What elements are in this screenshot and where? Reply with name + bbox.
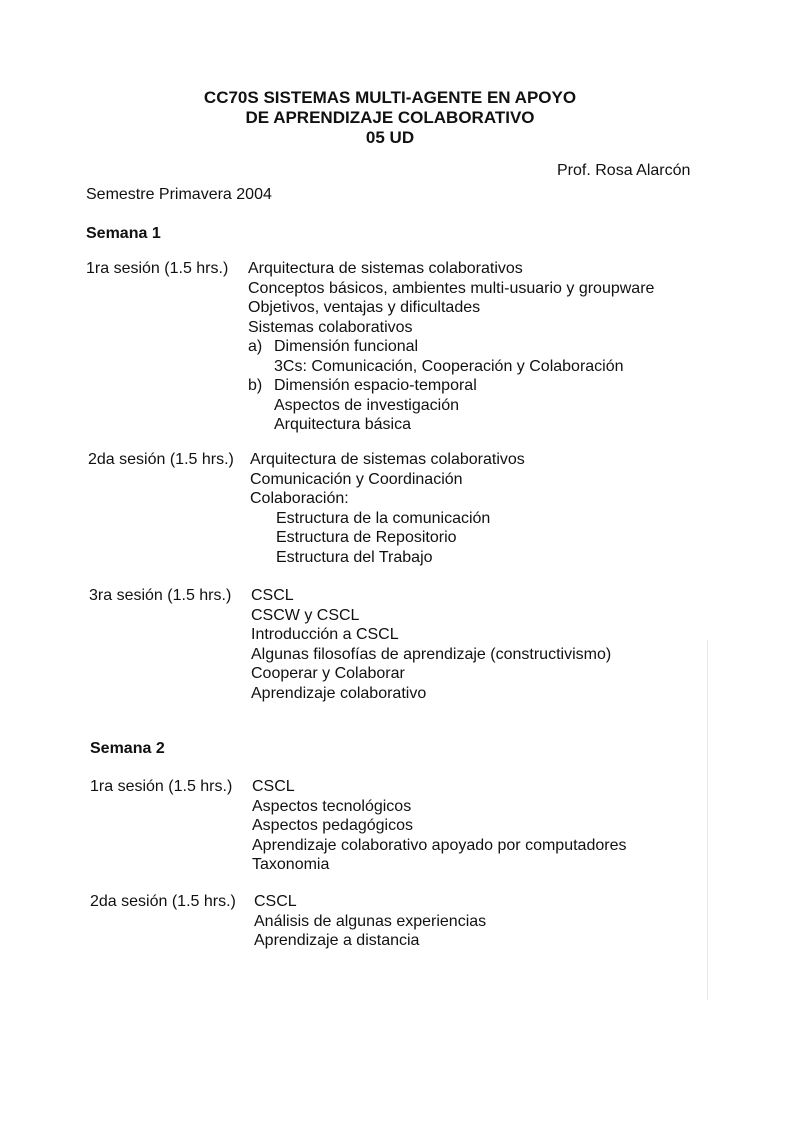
course-title-line-3: 05 UD — [365, 128, 415, 147]
topic-item: Objetivos, ventajas y dificultades — [248, 299, 481, 316]
week-2-heading: Semana 2 — [90, 740, 165, 757]
session-label: 1ra sesión (1.5 hrs.) — [86, 260, 229, 277]
session-topics — [251, 586, 611, 703]
course-title-line-1: CC70S SISTEMAS MULTI-AGENTE EN APOYO — [203, 88, 577, 107]
topic-marker: b) — [248, 377, 263, 394]
topic-item: CSCL — [252, 778, 295, 795]
topic-item: Análisis de algunas experiencias — [254, 912, 487, 930]
topic-item: Aspectos de investigación — [274, 396, 459, 414]
topic-item: CSCL — [254, 893, 297, 910]
session-topics — [250, 450, 525, 567]
topic-item: Sistemas colaborativos — [248, 318, 413, 336]
session-label: 2da sesión (1.5 hrs.) — [90, 893, 236, 910]
session-label: 3ra sesión (1.5 hrs.) — [89, 587, 232, 604]
session-topics — [248, 259, 654, 435]
topic-item: Aprendizaje a distancia — [254, 932, 420, 949]
topic-item: Cooperar y Colaborar — [251, 665, 405, 682]
topic-item: Taxonomia — [252, 856, 330, 873]
topic-item: Estructura de la comunicación — [276, 509, 491, 527]
semester-label: Semestre Primavera 2004 — [86, 186, 272, 203]
topic-item: Aprendizaje colaborativo — [251, 684, 427, 702]
topic-item: Arquitectura de sistemas colaborativos — [250, 451, 525, 468]
topic-item: Aprendizaje colaborativo apoyado por computadores — [252, 836, 627, 854]
session-topics — [254, 892, 486, 951]
topic-item: Arquitectura básica — [274, 416, 411, 433]
topic-item: Aspectos pedagógicos — [252, 817, 413, 834]
topic-marker: a) — [248, 338, 263, 355]
topic-item: Introducción a CSCL — [251, 626, 399, 643]
professor-name: Prof. Rosa Alarcón — [557, 162, 691, 179]
topic-item: Estructura de Repositorio — [276, 529, 457, 546]
topic-item: Conceptos básicos, ambientes multi-usuario y groupware — [248, 279, 655, 297]
session-label: 2da sesión (1.5 hrs.) — [88, 451, 234, 468]
session-topics — [252, 777, 626, 875]
scan-edge-shadow — [707, 640, 708, 1000]
topic-item — [248, 337, 654, 357]
course-title-line-2: DE APRENDIZAJE COLABORATIVO — [245, 108, 535, 127]
topic-item: Arquitectura de sistemas colaborativos — [248, 260, 523, 277]
topic-item — [248, 376, 654, 396]
topic-text: Dimensión espacio-temporal — [274, 377, 477, 394]
topic-item: Estructura del Trabajo — [276, 548, 433, 566]
topic-item: CSCL — [251, 587, 294, 604]
topic-item: CSCW y CSCL — [251, 606, 360, 624]
topic-item: 3Cs: Comunicación, Cooperación y Colaboración — [274, 357, 624, 375]
topic-item: Algunas filosofías de aprendizaje (constructivismo) — [251, 645, 612, 663]
topic-item: Comunicación y Coordinación — [250, 470, 463, 488]
topic-text: Dimensión funcional — [274, 338, 419, 355]
topic-item: Colaboración: — [250, 490, 349, 507]
week-1-heading: Semana 1 — [86, 225, 161, 242]
topic-item: Aspectos tecnológicos — [252, 797, 412, 815]
session-label: 1ra sesión (1.5 hrs.) — [90, 778, 233, 795]
